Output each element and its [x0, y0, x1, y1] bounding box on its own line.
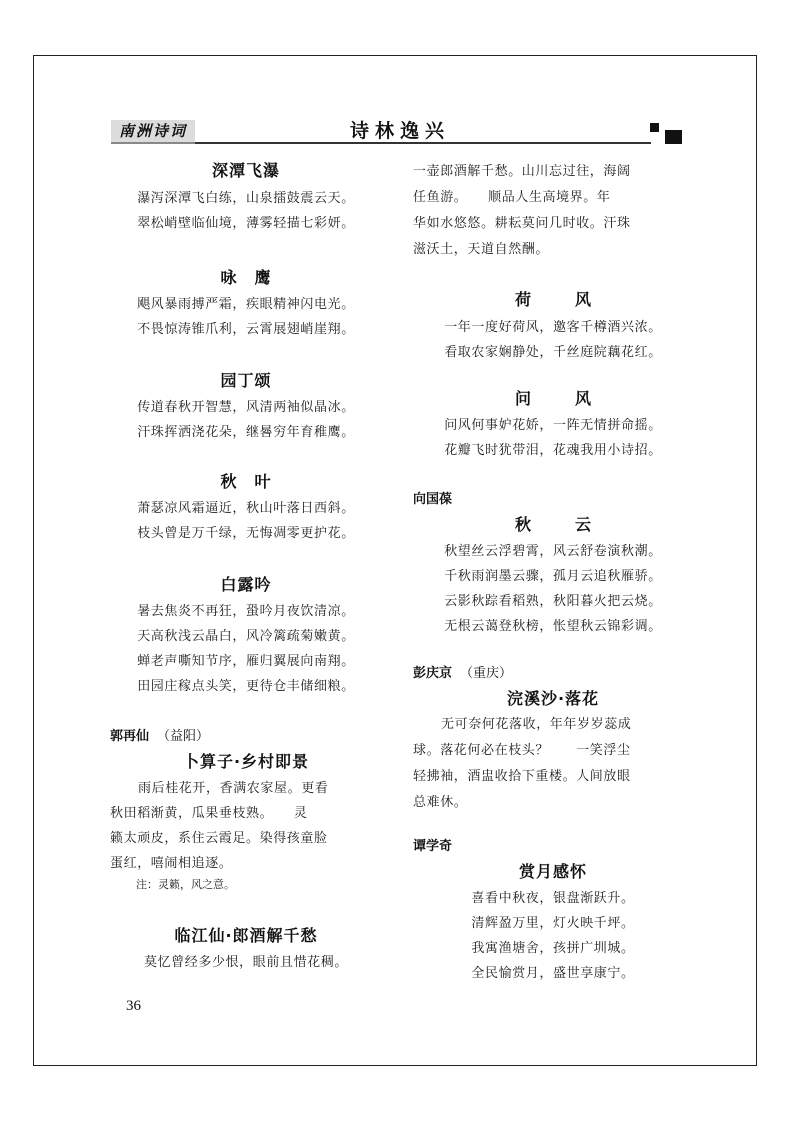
- author-name-text: 郭再仙: [110, 729, 150, 744]
- poem-line: 一年一度好荷风，邀客千樽酒兴浓。: [444, 320, 662, 335]
- poem-line: 瀑泻深潭飞白练，山泉擂鼓震云天。: [137, 191, 355, 206]
- poem-line: 天高秋浅云晶白，风冷篱疏菊嫩黄。: [137, 629, 355, 644]
- poem-line: 秋望丝云浮碧霄，风云舒卷演秋潮。: [444, 544, 662, 559]
- poem-line: 雨后桂花开，香满农家屋。更看: [138, 781, 329, 796]
- poem-line: 一壶郎酒解千愁。山川忘过往，海阔: [413, 164, 631, 179]
- poem-note: 注：灵籁，风之意。: [136, 878, 235, 891]
- poem-line: 我寓渔塘舍，孩拼广圳城。: [471, 941, 635, 956]
- poem-line: 籁太顽皮，系住云霞足。染得孩童脸: [110, 831, 328, 846]
- page-number: 36: [126, 998, 141, 1014]
- poem-line: 蝉老声嘶知节序，雁归翼展向南翔。: [137, 654, 355, 669]
- poem-line: 清辉盈万里，灯火映千坪。: [471, 916, 635, 931]
- poem-title: 赏月感怀: [518, 862, 587, 881]
- poem-line: 总难休。: [413, 795, 468, 810]
- page-title: 诗林逸兴: [349, 120, 450, 142]
- poem-line: 萧瑟凉风霜逼近，秋山叶落日西斜。: [137, 501, 355, 516]
- poem-line: 不畏惊涛锥爪利，云霄展翅峭崖翔。: [137, 322, 355, 337]
- poem-line: 喜看中秋夜，银盘渐跃升。: [471, 891, 635, 906]
- poem-title: 秋 云: [514, 515, 605, 534]
- poem-line: 汗珠挥洒浇花朵，继晷穷年育稚鹰。: [137, 425, 355, 440]
- poem-line: 问风何事妒花娇，一阵无情拼命摇。: [444, 418, 662, 433]
- poem-line: 滋沃土，天道自然酬。: [413, 242, 550, 257]
- section-label-text: 南洲诗词: [118, 122, 187, 140]
- poem-line: 千秋雨润墨云骤，孤月云追秋雁骄。: [444, 569, 662, 584]
- poem-line: 田园庄稼点头笑，更待仓丰储细粮。: [137, 679, 355, 694]
- poem-line: 轻拂袖，酒盅收拾下重楼。人间放眼: [413, 769, 631, 784]
- poem-line: 任鱼游。 顺品人生高境界。年: [413, 190, 611, 205]
- decorative-square-large: [665, 130, 682, 144]
- poem-line: 无可奈何花落收，年年岁岁蕊成: [441, 717, 632, 732]
- poem-title: 白露吟: [220, 575, 272, 594]
- poem-title: 秋 叶: [220, 472, 272, 491]
- poem-line: 云影秋踪看稻熟，秋阳暮火把云烧。: [444, 594, 662, 609]
- poem-title: 卜算子·乡村即景: [182, 752, 310, 771]
- poem-title: 浣溪沙·落花: [506, 689, 600, 708]
- poem-line: 华如水悠悠。耕耘莫问几时收。汗珠: [413, 216, 631, 231]
- poem-line: 无根云蔼登秋榜，怅望秋云锦彩调。: [444, 619, 662, 634]
- poem-line: 飓风暴雨搏严霜，疾眼精神闪电光。: [137, 297, 355, 312]
- author-place: （重庆）: [460, 666, 513, 681]
- section-label: [111, 120, 195, 144]
- author-name: 向国葆: [413, 492, 453, 507]
- poem-line: 球。落花何必在枝头？ 一笑浮尘: [413, 743, 631, 758]
- poem-line: 全民愉赏月，盛世享康宁。: [471, 966, 635, 981]
- poem-line: 枝头曾是万千绿，无悔凋零更护花。: [137, 526, 355, 541]
- poem-line: 暑去焦炎不再狂，蛩吟月夜饮清凉。: [137, 604, 355, 619]
- poem-line: 莫忆曾经多少恨，眼前且惜花稠。: [143, 955, 348, 970]
- decorative-square-small: [650, 123, 659, 132]
- author-name: [110, 725, 209, 744]
- poem-title: 问 风: [514, 389, 605, 408]
- poem-line: 秋田稻渐黄，瓜果垂枝熟。 灵: [110, 806, 308, 821]
- author-place: （益阳）: [157, 729, 210, 744]
- poem-title: 园丁颂: [220, 371, 272, 390]
- poem-title: 咏 鹰: [220, 268, 272, 287]
- poem-title: 荷 风: [514, 290, 605, 309]
- poem-line: 看取农家娴静处，千丝庭院藕花红。: [444, 345, 662, 360]
- poem-line: 传道春秋开智慧，风清两袖似晶冰。: [137, 400, 355, 415]
- author-name: 谭学奇: [413, 839, 453, 854]
- poem-title: 临江仙·郎酒解千愁: [174, 926, 318, 945]
- poem-line: 花瓣飞时犹带泪，花魂我用小诗招。: [444, 443, 662, 458]
- poem-line: 翠松峭壁临仙境，薄雾轻描七彩妍。: [137, 216, 355, 231]
- poem-line: 蛋红，嘻闹相追逐。: [110, 856, 233, 871]
- author-name-text: 彭庆京: [413, 666, 453, 681]
- poem-title: 深潭飞瀑: [211, 161, 280, 180]
- author-name: [413, 662, 512, 681]
